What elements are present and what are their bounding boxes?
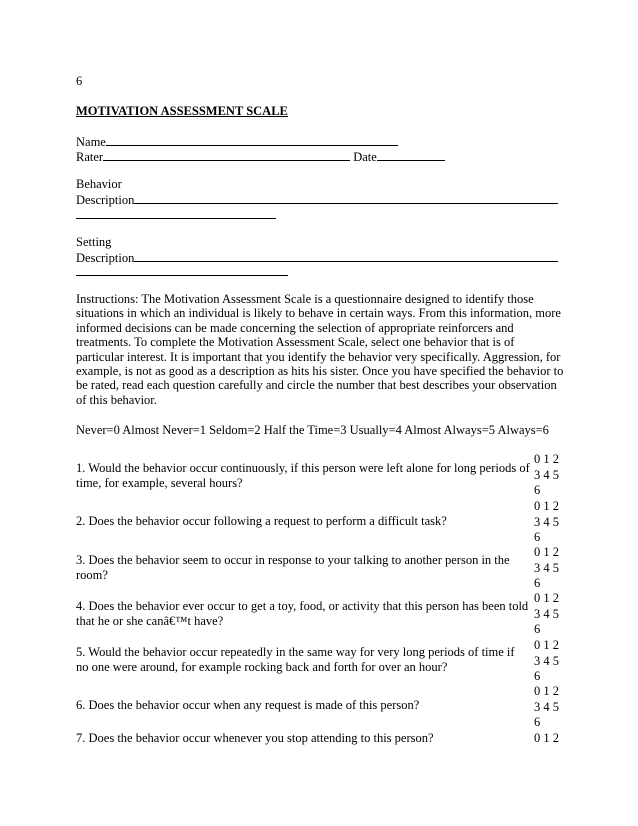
rating-options-row[interactable]: 6 [534, 669, 541, 683]
rating-options-row[interactable]: 6 [534, 715, 541, 729]
question-3: 3. Does the behavior seem to occur in response to your talking to another person in the room? [76, 553, 510, 582]
question-1-options [534, 452, 564, 499]
setting-description-continuation[interactable] [76, 275, 288, 276]
page-number: 6 [76, 74, 83, 88]
question-4-options [534, 591, 564, 638]
question-3-options [534, 545, 564, 592]
rating-options-row[interactable]: 0 1 2 [534, 638, 559, 652]
question-1: 1. Would the behavior occur continuously, if this person were left alone for long periods of time, for example, several hours? [76, 461, 530, 490]
question-2: 2. Does the behavior occur following a request to perform a difficult task? [76, 514, 447, 528]
behavior-description-label: Description [76, 193, 135, 207]
rating-options-row[interactable]: 0 1 2 [534, 591, 559, 605]
date-label: Date [353, 150, 377, 164]
rating-options-row[interactable]: 3 4 5 [534, 653, 559, 668]
name-label: Name [76, 135, 106, 149]
behavior-label: Behavior [76, 177, 122, 191]
question-4: 4. Does the behavior ever occur to get a toy, food, or activity that this person has been told that he or she canâ€™t have? [76, 599, 529, 628]
rating-options-row[interactable]: 3 4 5 [534, 467, 559, 482]
rating-options-row[interactable]: 0 1 2 [534, 545, 559, 559]
rating-options-row[interactable]: 6 [534, 622, 541, 636]
rater-label: Rater [76, 150, 104, 164]
behavior-description-continuation[interactable] [76, 218, 276, 219]
question-5-options [534, 638, 564, 685]
rating-options-row[interactable]: 6 [534, 576, 541, 590]
setting-description-field[interactable] [134, 250, 558, 262]
question-7-options [534, 731, 564, 747]
page-title: MOTIVATION ASSESSMENT SCALE [76, 104, 288, 118]
setting-label: Setting [76, 235, 112, 249]
setting-description-label: Description [76, 251, 135, 265]
behavior-description-row [76, 192, 558, 208]
rater-field[interactable] [103, 149, 350, 161]
question-6: 6. Does the behavior occur when any request is made of this person? [76, 698, 420, 712]
rating-options-row[interactable]: 0 1 2 [534, 499, 559, 513]
rating-options-row[interactable]: 0 1 2 [534, 731, 559, 745]
question-6-options [534, 684, 564, 731]
setting-description-row [76, 250, 558, 266]
rating-scale-key: Never=0 Almost Never=1 Seldom=2 Half the Time=3 Usually=4 Almost Always=5 Always=6 [76, 423, 549, 437]
question-2-options [534, 499, 564, 546]
rater-row [76, 149, 445, 165]
rating-options-row[interactable]: 3 4 5 [534, 606, 559, 621]
rating-options-row[interactable]: 0 1 2 [534, 684, 559, 698]
rating-options-row[interactable]: 3 4 5 [534, 699, 559, 714]
name-field[interactable] [106, 134, 398, 146]
rating-options-row[interactable]: 0 1 2 [534, 452, 559, 466]
question-7: 7. Does the behavior occur whenever you stop attending to this person? [76, 731, 434, 745]
rating-options-row[interactable]: 6 [534, 530, 541, 544]
behavior-description-field[interactable] [134, 192, 558, 204]
question-5: 5. Would the behavior occur repeatedly in the same way for very long periods of time if no one were around, for example rocking back and forth for over an hour? [76, 645, 515, 674]
rating-options-row[interactable]: 3 4 5 [534, 514, 559, 529]
date-field[interactable] [377, 149, 445, 161]
name-row [76, 134, 398, 150]
instructions-paragraph: Instructions: The Motivation Assessment Scale is a questionnaire designed to identify those situations in which an individual is likely to behave in certain ways. From this information, more informed decisions can be made concerning the selection of appropriate reinforcers and treatments. To complete the Motivation Assessment Scale, select one behavior that is of particular interest. It is important that you identify the behavior very specifically. Aggression, for example, is not as good as a description as hits his sister. Once you have specified the behavior to be rated, read each question carefully and circle the number that best describes your observation of this behavior. [76, 292, 564, 407]
rating-options-row[interactable]: 3 4 5 [534, 560, 559, 575]
rating-options-row[interactable]: 6 [534, 483, 541, 497]
